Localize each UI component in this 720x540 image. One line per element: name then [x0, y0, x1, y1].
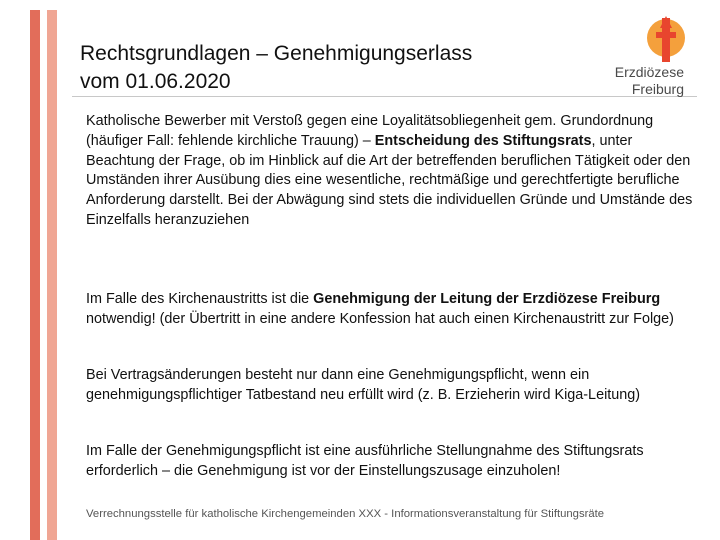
paragraph-church-exit-bold: Genehmigung der Leitung der Erzdiözese Freiburg — [313, 291, 661, 307]
logo-wordmark — [600, 64, 684, 98]
accent-bar-right — [47, 10, 57, 540]
paragraph-loyalty-text-a: Katholische Bewerber mit Verstoß gegen eine Loyalitätsobliegenheit gem. Grundordnung (häufiger Fall: fehlende kirchliche Trauung) – — [86, 113, 654, 149]
slide-title-line-2: vom 01.06.2020 — [80, 70, 231, 93]
paragraph-contract-changes: Bei Vertragsänderungen besteht nur dann eine Genehmigungspflicht, wenn ein genehmigungspflichtiger Tatbestand neu erfüllt wird (z. B. Erzieherin wird Kiga-Leitung) — [86, 367, 641, 403]
logo-line-1: Erzdiözese — [614, 64, 684, 80]
paragraph-loyalty — [86, 112, 698, 231]
slide-footer: Verrechnungsstelle für katholische Kirchengemeinden XXX - Informationsveranstaltung für Stiftungsräte — [86, 508, 605, 520]
slide-title — [80, 40, 580, 96]
paragraph-church-exit — [86, 290, 698, 330]
erzdioezese-logo — [596, 12, 688, 97]
slide-title-line-1: Rechtsgrundlagen – Genehmigungserlass — [80, 42, 473, 65]
logo-line-2: Freiburg — [631, 81, 684, 97]
paragraph-loyalty-text-b: , unter Beachtung der Frage, ob im Hinblick auf die Art der betreffenden beruflichen Tätigkeit oder den Umständen ihrer Ausübung dies eine wesentliche, rechtmäßige und gerechtfertigte berufliche Anforderung darstellt. Bei der Abwägung sind stets die individuellen Gründe und Umstände des Einzelfalls heranzuziehen — [86, 132, 693, 228]
paragraph-church-exit-text-b: notwendig! (der Übertritt in eine andere Konfession hat auch einen Kirchenaustritt zur Folge) — [86, 310, 674, 327]
paragraph-approval-duty: Im Falle der Genehmigungspflicht ist eine ausführliche Stellungnahme des Stiftungsrats erforderlich – die Genehmigung ist vor der Einstellungszusage einzuholen! — [86, 443, 644, 479]
accent-bar-left — [30, 10, 40, 540]
church-logo-icon — [642, 12, 686, 64]
paragraph-loyalty-bold: Entscheidung des Stiftungsrats — [374, 132, 592, 149]
paragraph-church-exit-text-a: Im Falle des Kirchenaustritts ist die — [86, 291, 314, 307]
